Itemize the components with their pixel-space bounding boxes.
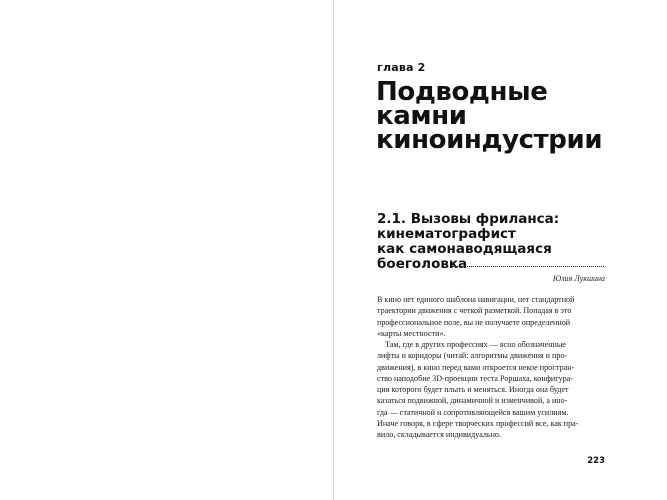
dotted-leader-line	[452, 266, 604, 267]
section-title-line: как самонаводящаяся	[377, 241, 552, 257]
body-line: ция которого будет плыть и меняться. Иногда она будет	[377, 385, 569, 394]
body-line: Там, где в других профессиях — ясно обозначенные	[377, 340, 566, 349]
body-line: Иначе говоря, в сфере творческих профессий все, как пра-	[377, 418, 579, 428]
section-title	[377, 212, 617, 272]
chapter-title-line: киноиндустрии	[376, 125, 603, 155]
chapter-title-line: Подводные	[376, 77, 548, 107]
section-title-line: кинематографист	[377, 226, 516, 242]
body-line: «карты местности».	[377, 328, 446, 338]
body-line: В кино нет единого шаблона навигации, нет стандартной	[377, 295, 575, 304]
left-page-blank	[0, 0, 333, 500]
body-line: лифты и коридоры (читай: алгоритмы движения и про-	[377, 351, 568, 361]
chapter-title	[376, 77, 626, 155]
section-author: Юлия Лукшина	[552, 274, 605, 283]
page-number: 223	[587, 456, 605, 466]
chapter-label: глава 2	[377, 61, 426, 74]
body-line: профессиональное поле, вы не получаете определенной	[377, 317, 571, 327]
body-paragraphs	[377, 294, 605, 440]
body-line: казаться подвижной, динамичной и изменчивой, а ино-	[377, 396, 568, 406]
section-title-line: 2.1. Вызовы фриланса:	[377, 211, 560, 227]
section-title-line: боеголовка	[377, 256, 468, 272]
body-line: ство наподобие 3D-проекции теста Роршаха, конфигура-	[377, 373, 573, 383]
body-line: вило, складывается индивидуально.	[377, 430, 501, 439]
body-line: траектории движения с четкой разметкой. Попадая в это	[377, 306, 572, 316]
body-line: гда — статичной и сопротивляющейся вашим усилиям.	[377, 407, 569, 417]
chapter-title-line: камни	[376, 101, 467, 131]
body-line: движения), в кино перед вами откроется некое простран-	[377, 362, 575, 372]
